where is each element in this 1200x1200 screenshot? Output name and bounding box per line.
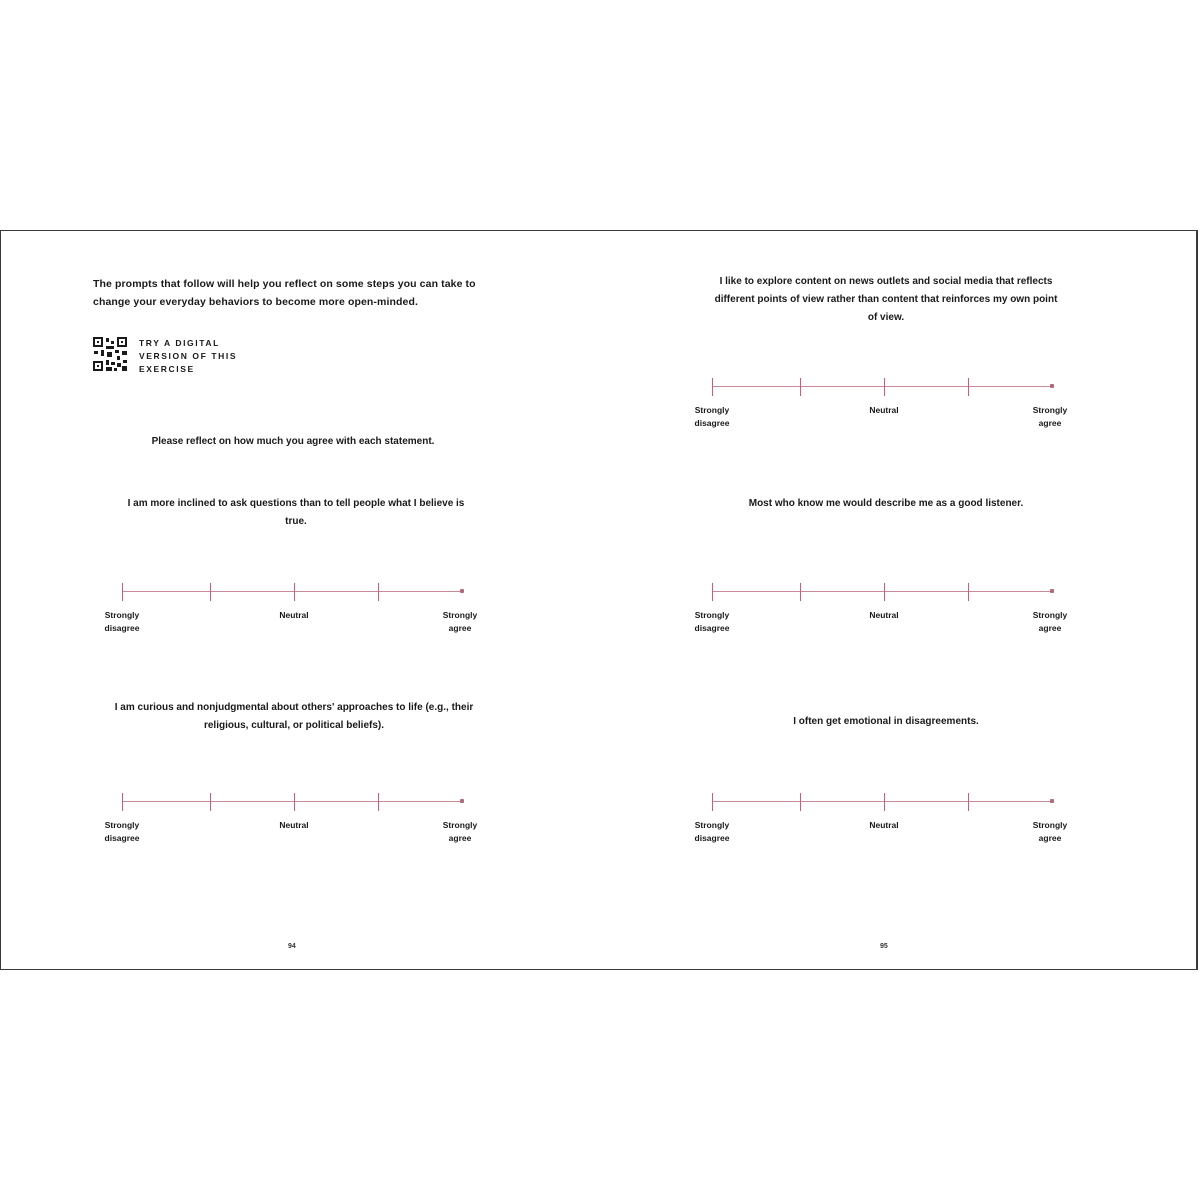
statement-text: Most who know me would describe me as a good listener. <box>748 498 1024 509</box>
scale-point-1[interactable] <box>712 583 713 601</box>
scale-point-3[interactable] <box>884 378 885 396</box>
scale-point-4[interactable] <box>378 583 379 601</box>
scale-point-1[interactable] <box>122 793 123 811</box>
agreement-scale[interactable] <box>694 581 1092 641</box>
scale-point-2[interactable] <box>210 793 211 811</box>
scale-point-1[interactable] <box>712 378 713 396</box>
scale-label-neutral: Neutral <box>279 820 309 830</box>
scale-point-2[interactable] <box>800 793 801 811</box>
statement-text: I am curious and nonjudgmental about others' approaches to life (e.g., their religious, cultural, or political beliefs). <box>114 702 474 731</box>
scale-point-4[interactable] <box>968 793 969 811</box>
scale-point-2[interactable] <box>210 583 211 601</box>
book-spread <box>0 230 1198 970</box>
agreement-scale[interactable] <box>694 376 1092 436</box>
scale-point-5[interactable] <box>1050 589 1054 593</box>
qr-label <box>139 337 259 376</box>
qr-label-line: EXERCISE <box>139 364 195 374</box>
scale-label-strongly-disagree: Strongly disagree <box>104 820 140 843</box>
qr-label-line: TRY A DIGITAL <box>139 338 220 348</box>
scale-label-neutral: Neutral <box>869 405 899 415</box>
agreement-scale[interactable] <box>104 581 502 641</box>
scale-point-5[interactable] <box>460 799 464 803</box>
page-number: 95 <box>880 943 888 950</box>
scale-line <box>122 591 462 592</box>
page-number: 94 <box>288 943 296 950</box>
agreement-scale[interactable] <box>694 791 1092 851</box>
scale-point-3[interactable] <box>294 793 295 811</box>
scale-label-strongly-disagree: Strongly disagree <box>694 405 730 428</box>
scale-label-neutral: Neutral <box>869 610 899 620</box>
scale-label-neutral: Neutral <box>279 610 309 620</box>
scale-point-4[interactable] <box>968 378 969 396</box>
scale-label-strongly-disagree: Strongly disagree <box>694 610 730 633</box>
scale-label-strongly-disagree: Strongly disagree <box>694 820 730 843</box>
scale-point-2[interactable] <box>800 378 801 396</box>
scale-label-strongly-agree: Strongly agree <box>1032 820 1068 843</box>
scale-point-5[interactable] <box>1050 799 1054 803</box>
scale-line <box>712 386 1052 387</box>
scale-line <box>712 591 1052 592</box>
agreement-scale[interactable] <box>104 791 502 851</box>
scale-point-5[interactable] <box>460 589 464 593</box>
qr-code-icon <box>93 337 127 371</box>
scale-label-strongly-agree: Strongly agree <box>442 820 478 843</box>
scale-point-1[interactable] <box>122 583 123 601</box>
scale-point-3[interactable] <box>884 583 885 601</box>
scale-point-1[interactable] <box>712 793 713 811</box>
scale-point-5[interactable] <box>1050 384 1054 388</box>
statement-text: I am more inclined to ask questions than to tell people what I believe is true. <box>127 498 465 527</box>
qr-label-line: VERSION OF THIS <box>139 351 238 361</box>
scale-point-3[interactable] <box>884 793 885 811</box>
scale-label-strongly-agree: Strongly agree <box>442 610 478 633</box>
statement-text: I like to explore content on news outlets and social media that reflects different points of view rather than content that reinforces my own point of view. <box>714 276 1058 323</box>
scale-point-4[interactable] <box>968 583 969 601</box>
left-page <box>1 231 601 969</box>
scale-line <box>122 801 462 802</box>
instruction-text: Please reflect on how much you agree with each statement. <box>151 436 435 447</box>
scale-point-4[interactable] <box>378 793 379 811</box>
scale-label-neutral: Neutral <box>869 820 899 830</box>
scale-line <box>712 801 1052 802</box>
statement-text: I often get emotional in disagreements. <box>793 716 979 727</box>
scale-point-2[interactable] <box>800 583 801 601</box>
scale-label-strongly-agree: Strongly agree <box>1032 405 1068 428</box>
intro-text: The prompts that follow will help you reflect on some steps you can take to change your everyday behaviors to become more open-minded. <box>93 278 476 308</box>
scale-label-strongly-agree: Strongly agree <box>1032 610 1068 633</box>
scale-label-strongly-disagree: Strongly disagree <box>104 610 140 633</box>
scale-point-3[interactable] <box>294 583 295 601</box>
right-page <box>601 231 1199 969</box>
